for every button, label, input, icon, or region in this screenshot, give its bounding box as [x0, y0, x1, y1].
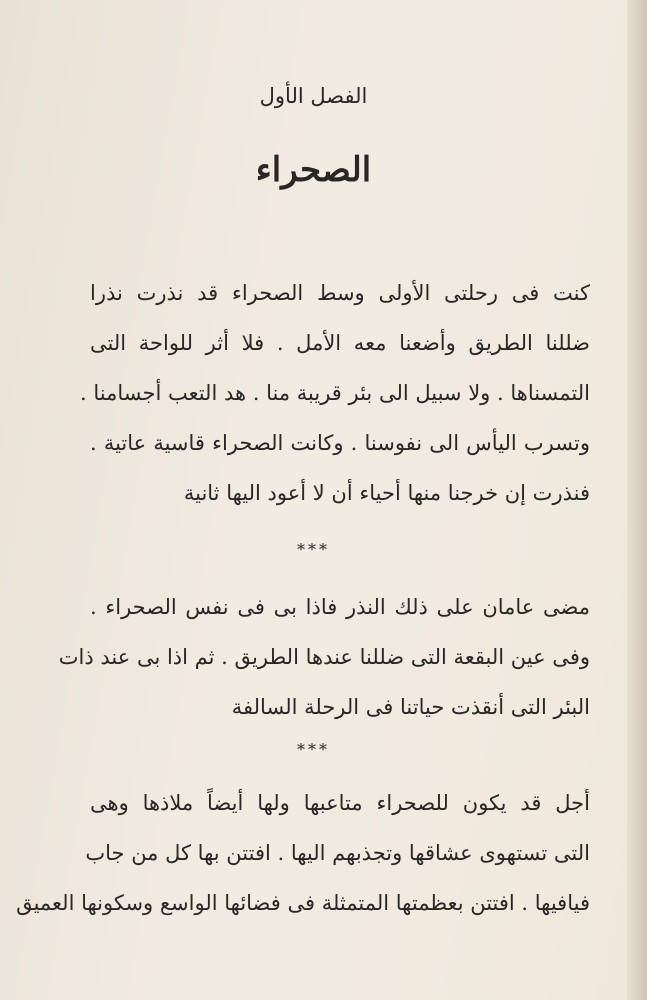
- paragraph-2: [58, 582, 590, 732]
- section-separator: ***: [297, 740, 330, 759]
- text-line: كنت فى رحلتى الأولى وسط الصحراء قد نذرت نذرا: [90, 281, 590, 305]
- paragraph-3: [16, 778, 590, 928]
- text-line: التمسناها . ولا سبيل الى بئر قريبة منا . هد التعب أجسامنا .: [80, 381, 590, 405]
- text-line: أجل قد يكون للصحراء متاعبها ولها أيضاً ملاذها وهى: [90, 791, 590, 815]
- chapter-title: الصحراء: [255, 150, 372, 190]
- text-line: ضللنا الطريق وأضعنا معه الأمل . فلا أثر للواحة التى: [90, 331, 590, 355]
- page-edge: [627, 0, 647, 1000]
- paragraph-1: [80, 268, 590, 518]
- text-line: التى تستهوى عشاقها وتجذبهم اليها . افتتن بها كل من جاب: [85, 841, 590, 865]
- chapter-label: الفصل الأول: [259, 84, 368, 108]
- text-line: وتسرب اليأس الى نفوسنا . وكانت الصحراء قاسية عاتية .: [90, 431, 590, 455]
- text-line: مضى عامان على ذلك النذر فاذا بى فى نفس الصحراء .: [90, 595, 590, 619]
- section-separator: ***: [297, 540, 330, 559]
- text-line: فنذرت إن خرجنا منها أحياء أن لا أعود اليها ثانية: [183, 481, 590, 505]
- text-line: فيافيها . افتتن بعظمتها المتمثلة فى فضائها الواسع وسكونها العميق: [16, 891, 590, 915]
- text-line: البئر التى أنقذت حياتنا فى الرحلة السالفة: [231, 695, 590, 719]
- text-line: وفى عين البقعة التى ضللنا عندها الطريق . ثم اذا بى عند ذات: [58, 645, 590, 669]
